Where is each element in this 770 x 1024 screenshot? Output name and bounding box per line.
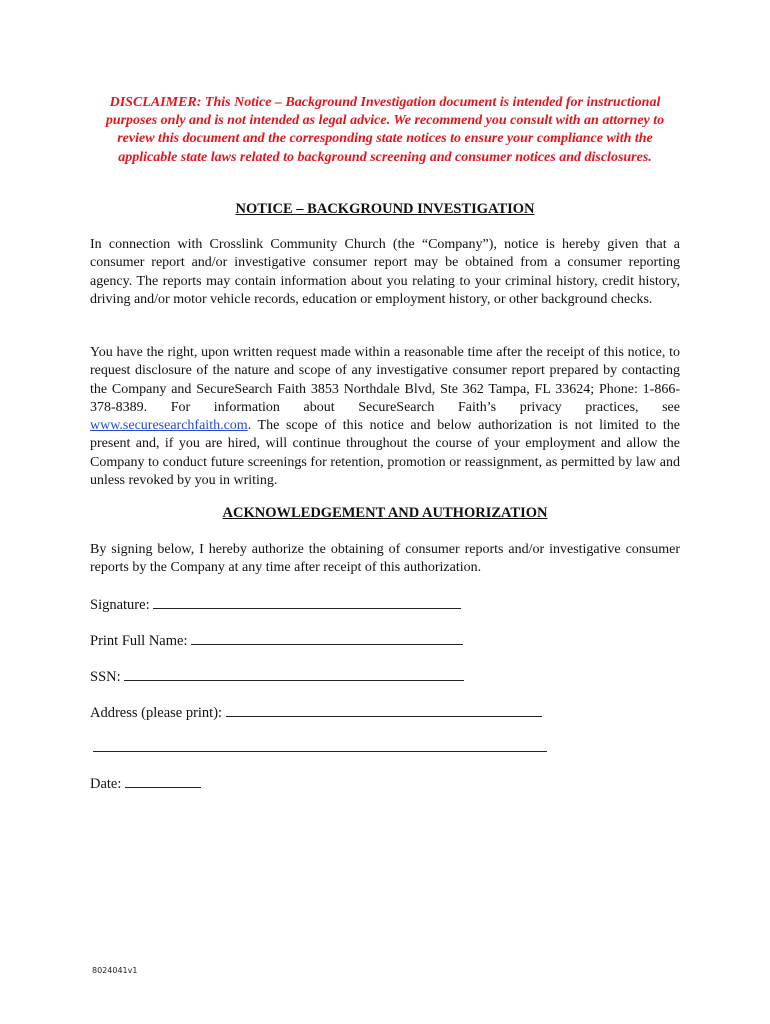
document-id: 8024041v1 [92, 966, 138, 975]
notice-heading: NOTICE – BACKGROUND INVESTIGATION [235, 201, 535, 217]
paragraph-2-text-start: You have the right, upon written request made within a reasonable time after the receipt of this notice, to request disclosure of the nature and scope of any investigative consumer report prepared by contacting the Company and SecureSearch Faith 3853 Northdale Blvd, Ste 362 Tampa, FL 33624; Phone: 1-866-378-8389. For information about SecureSearch Faith’s privacy practices, see [90, 345, 680, 415]
acknowledgement-paragraph: By signing below, I hereby authorize the obtaining of consumer reports and/or investigative consumer reports by the Company at any time after receipt of this authorization. [90, 542, 680, 576]
ssn-label: SSN: [90, 669, 121, 685]
ssn-field[interactable] [90, 666, 464, 686]
securesearch-link[interactable]: www.securesearchfaith.com [90, 418, 248, 434]
address-line-2-field[interactable] [90, 737, 547, 757]
signature-label: Signature: [90, 597, 150, 613]
date-line[interactable] [125, 773, 201, 788]
address-line-2[interactable] [93, 737, 547, 752]
disclaimer-text: DISCLAIMER: This Notice – Background Investigation document is intended for instructional purposes only and is not intended as legal advice. We recommend you consult with an attorney to review this document and the corresponding state notices to ensure your compliance with the applicable state laws related to background screening and consumer notices and disclosures. [105, 95, 665, 165]
notice-paragraph-2 [90, 344, 680, 490]
full-name-field[interactable] [90, 630, 463, 650]
signature-field[interactable] [90, 594, 461, 614]
paragraph-2-text-end: . The scope of this notice and below authorization is not limited to the present and, if you are hired, will continue throughout the course of your employment and allow the Company to conduct future screenings for retention, promotion or reassignment, as permitted by law and unless revoked by you in writing. [90, 418, 680, 489]
address-label: Address (please print): [90, 705, 223, 721]
full-name-label: Print Full Name: [90, 633, 188, 649]
ssn-line[interactable] [124, 666, 464, 681]
date-field[interactable] [90, 773, 201, 793]
date-label: Date: [90, 776, 122, 792]
signature-line[interactable] [153, 594, 461, 609]
full-name-line[interactable] [191, 630, 463, 645]
acknowledgement-heading: ACKNOWLEDGEMENT AND AUTHORIZATION [222, 505, 548, 521]
notice-paragraph-1: In connection with Crosslink Community Church (the “Company”), notice is hereby given that a consumer report and/or investigative consumer report may be obtained from a consumer reporting agency. The reports may contain information about you relating to your criminal history, credit history, driving and/or motor vehicle records, education or employment history, or other background checks. [90, 237, 680, 307]
address-line[interactable] [226, 702, 542, 717]
address-field[interactable] [90, 702, 542, 722]
